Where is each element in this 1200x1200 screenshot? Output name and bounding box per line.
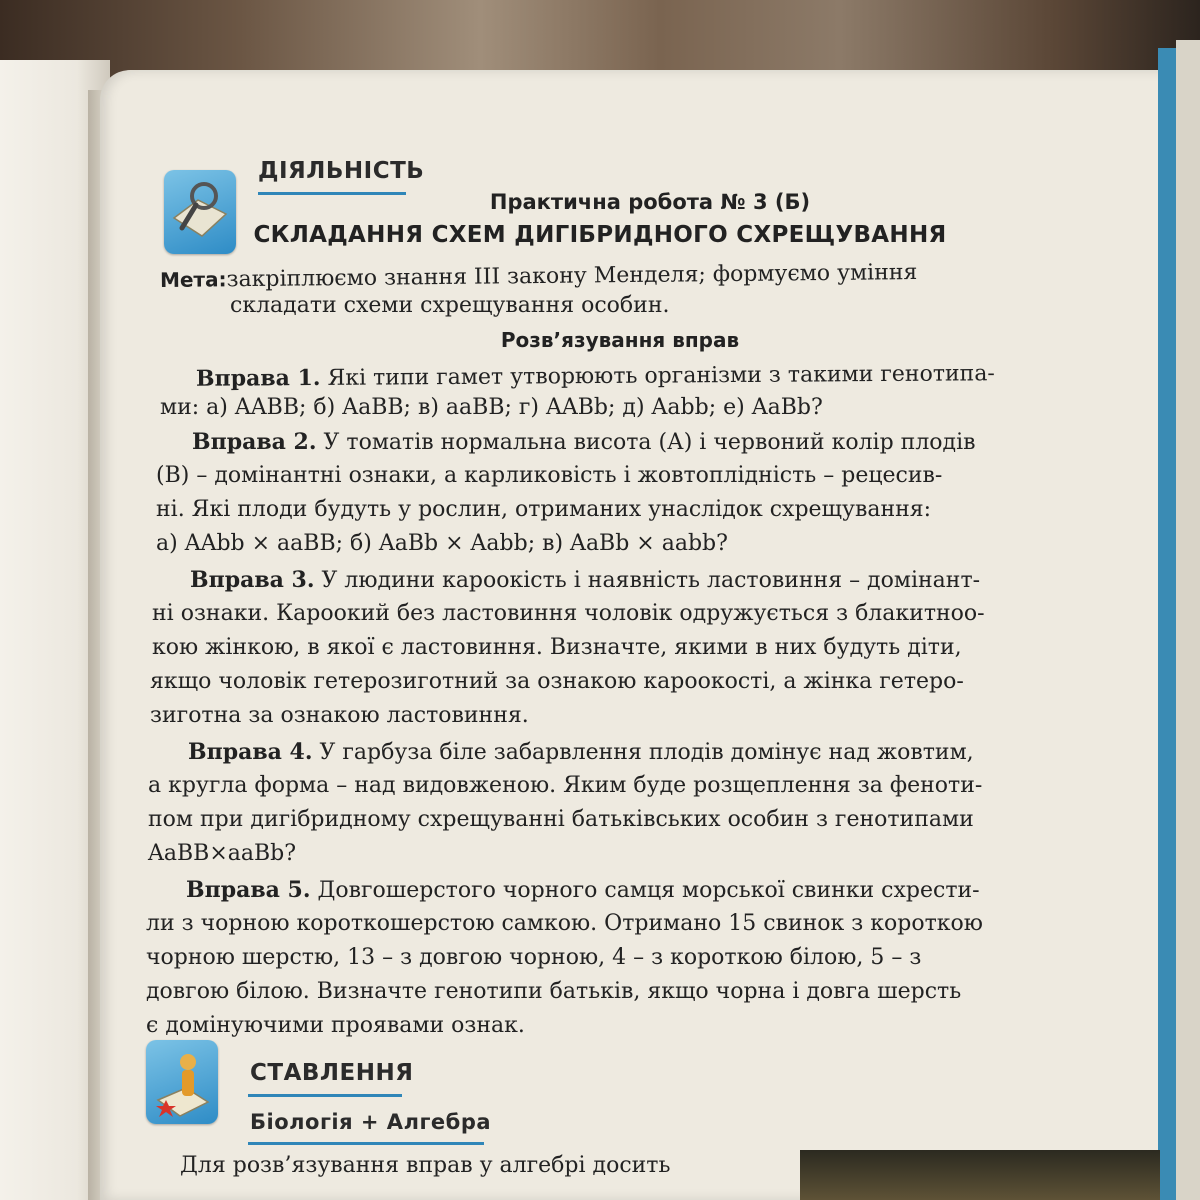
figure-star-icon xyxy=(146,1040,218,1124)
ex5-line-5: є домінуючими проявами ознак. xyxy=(146,1013,525,1038)
ex5-line-4: довгою білою. Визначте генотипи батьків, якщо чорна і довга шерсть xyxy=(146,979,962,1004)
ex4-line-2: а кругла форма – над видовженою. Яким буде розщеплення за феноти- xyxy=(148,773,983,798)
blue-side-bar xyxy=(1158,48,1176,1200)
ex1-line-2: ми: а) AABB; б) AaBB; в) aaBB; г) AABb; д) Aabb; е) AaBb? xyxy=(160,395,823,420)
section-heading-activity: ДІЯЛЬНІСТЬ xyxy=(258,158,425,184)
ex3-line-4: якщо чоловік гетерозиготний за ознакою кароокості, а жінка гетеро- xyxy=(150,669,964,694)
ex2-line-4: а) AAbb × aaBB; б) AaBb × Aabb; в) AaBb × aabb? xyxy=(156,531,728,556)
practical-title: Практична робота № 3 (Б) xyxy=(489,190,811,214)
ex2-line-2: (В) – домінантні ознаки, а карликовість і жовтоплідність – рецесив- xyxy=(156,463,943,488)
ex5-line-2: ли з чорною короткошерстою самкою. Отримано 15 свинок з короткою xyxy=(146,911,983,936)
goal-line-2: складати схеми схрещування особин. xyxy=(230,293,670,318)
section-underline-2 xyxy=(248,1094,402,1097)
ex4-line-1 xyxy=(188,738,974,767)
ex5-line-1 xyxy=(186,876,980,905)
ex4-line-3: пом при дигібридному схрещуванні батьківських особин з генотипами xyxy=(148,807,974,832)
ex3-line-1 xyxy=(190,566,980,595)
ex1-text-1: Які типи гамет утворюють організми з такими генотипа- xyxy=(327,361,995,391)
ex4-text-1: У гарбуза біле забарвлення плодів домінує над жовтим, xyxy=(319,740,974,765)
practical-subtitle: СКЛАДАННЯ СХЕМ ДИГІБРИДНОГО СХРЕЩУВАННЯ xyxy=(253,222,947,248)
ex1-label: Вправа 1. xyxy=(195,364,321,392)
bio-algebra-heading: Біологія + Алгебра xyxy=(250,1110,492,1134)
ex3-label: Вправа 3. xyxy=(190,567,315,593)
ex5-label: Вправа 5. xyxy=(186,877,311,903)
magnifier-map-icon xyxy=(164,170,236,254)
portrait-photo xyxy=(800,1150,1160,1200)
ex4-line-4: AaBB×aaBb? xyxy=(148,841,297,866)
bio-algebra-underline xyxy=(248,1142,484,1145)
ex3-line-3: кою жінкою, в якої є ластовиння. Визначте, якими в них будуть діти, xyxy=(152,635,962,660)
exercises-heading: Розв’язування вправ xyxy=(500,328,740,352)
ex1-line-1 xyxy=(196,359,995,394)
page-edge xyxy=(1176,40,1200,1200)
ex2-label: Вправа 2. xyxy=(192,429,317,455)
section-heading-attitude: СТАВЛЕННЯ xyxy=(250,1060,414,1086)
ex5-line-3: чорною шерстю, 13 – з довгою чорною, 4 – з короткою білою, 5 – з xyxy=(146,945,922,970)
ex2-line-3: ні. Які плоди будуть у рослин, отриманих унаслідок схрещування: xyxy=(156,497,932,522)
ex3-line-2: ні ознаки. Кароокий без ластовиння чоловік одружується з блакитноо- xyxy=(152,601,985,626)
ex2-text-1: У томатів нормальна висота (А) і червоний колір плодів xyxy=(323,430,976,455)
ex3-text-1: У людини кароокість і наявність ластовиння – домінант- xyxy=(321,568,981,593)
goal-label: Мета: xyxy=(159,267,227,292)
ex4-label: Вправа 4. xyxy=(188,739,313,765)
goal-text-1: закріплюємо знання III закону Менделя; формуємо уміння xyxy=(226,260,918,293)
tail-line-1: Для розв’язування вправ у алгебрі досить xyxy=(180,1153,671,1178)
ex2-line-1 xyxy=(192,428,976,457)
ex3-line-5: зиготна за ознакою ластовиння. xyxy=(150,703,529,728)
ex5-text-1: Довгошерстого чорного самця морської свинки схрести- xyxy=(317,878,980,903)
